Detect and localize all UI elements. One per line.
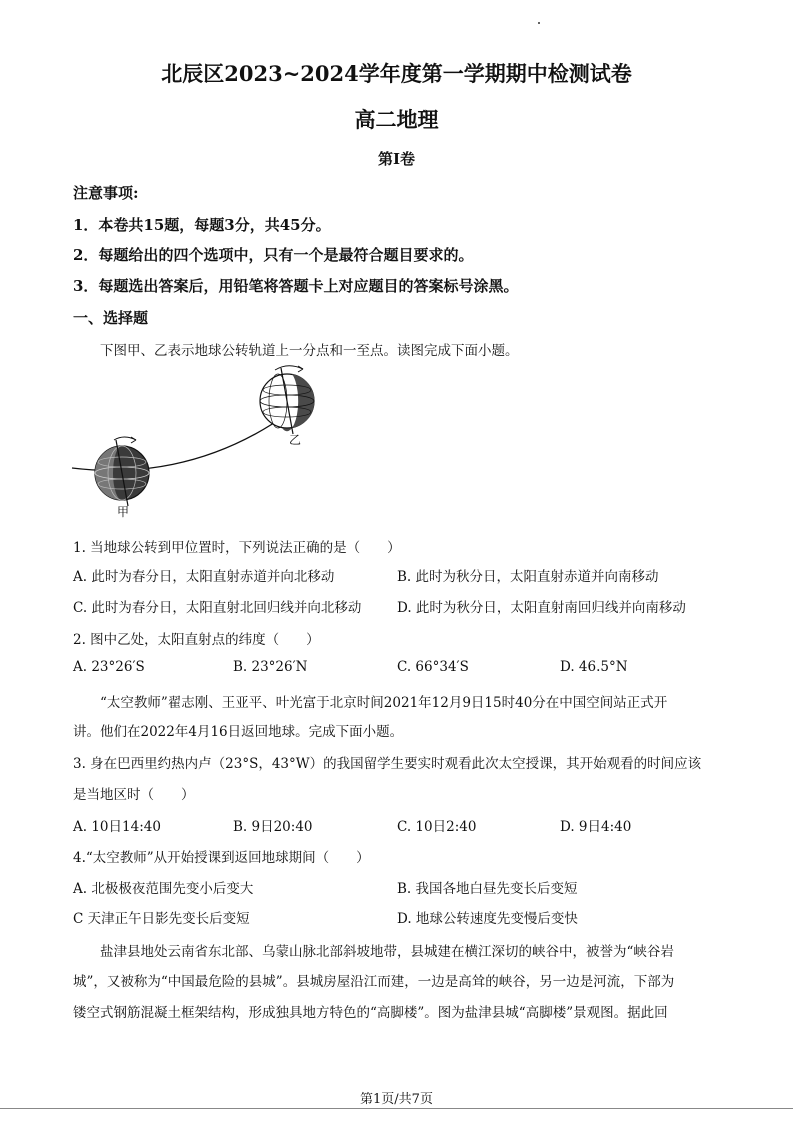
q2-option-d: D. 46.5°N xyxy=(560,659,628,675)
exam-title: 北辰区2023~2024学年度第一学期期中检测试卷 xyxy=(161,61,632,86)
q4-option-d: D. 地球公转速度先变慢后变快 xyxy=(397,911,578,927)
label-yi: 乙 xyxy=(289,433,302,447)
q4-option-a: A. 北极极夜范围先变小后变大 xyxy=(73,881,254,897)
subject-title: 高二地理 xyxy=(354,107,439,132)
label-jia: 甲 xyxy=(117,505,130,519)
globe-jia xyxy=(95,437,149,506)
q1-stem: 1. 当地球公转到甲位置时，下列说法正确的是（ ） xyxy=(73,540,401,556)
note-item-3: 3．每题选出答案后，用铅笔将答题卡上对应题目的答案标号涂黑。 xyxy=(73,277,519,295)
q3-option-a: A. 10日14:40 xyxy=(73,819,161,835)
notes-heading: 注意事项: xyxy=(73,184,139,202)
intro-paragraph-1: 下图甲、乙表示地球公转轨道上一分点和一至点。读图完成下面小题。 xyxy=(100,343,519,359)
q1-option-b: B. 此时为秋分日，太阳直射赤道并向南移动 xyxy=(397,569,659,585)
q3-stem-line-1: 3. 身在巴西里约热内卢（23°S，43°W）的我国留学生要实时观看此次太空授课，其开始观看的时间应该 xyxy=(73,756,702,772)
q4-option-c: C 天津正午日影先变长后变短 xyxy=(73,911,250,927)
q3-stem-line-2: 是当地区时（ ） xyxy=(73,787,195,803)
note-item-2: 2．每题给出的四个选项中，只有一个是最符合题目要求的。 xyxy=(73,246,474,264)
intro-paragraph-2-line-2: 讲。他们在2022年4月16日返回地球。完成下面小题。 xyxy=(73,724,404,740)
intro-paragraph-3-line-2: 城”，又被称为“中国最危险的县城”。县城房屋沿江而建，一边是高耸的峡谷，另一边是河流，下部为 xyxy=(73,974,675,990)
section-heading: 一、选择题 xyxy=(73,309,149,327)
scan-dot xyxy=(538,22,540,24)
q2-stem: 2. 图中乙处，太阳直射点的纬度（ ） xyxy=(73,632,320,648)
intro-paragraph-3-line-3: 镂空式钢筋混凝土框架结构，形成独具地方特色的“高脚楼”。图为盐津县城“高脚楼”景观图。据此回 xyxy=(73,1005,668,1021)
q2-option-a: A. 23°26′S xyxy=(73,659,145,675)
q2-option-c: C. 66°34′S xyxy=(397,659,469,675)
q3-option-d: D. 9日4:40 xyxy=(560,819,632,835)
q4-stem: 4.“太空教师”从开始授课到返回地球期间（ ） xyxy=(73,850,370,866)
intro-paragraph-3-line-1: 盐津县地处云南省东北部、乌蒙山脉北部斜坡地带，县城建在横江深切的峡谷中，被誉为“峡谷岩 xyxy=(100,944,674,960)
intro-paragraph-2-line-1: “太空教师”翟志刚、王亚平、叶光富于北京时间2021年12月9日15时40分在中国空间站正式开 xyxy=(100,695,668,711)
q1-option-d: D. 此时为秋分日，太阳直射南回归线并向南移动 xyxy=(397,600,686,616)
q3-option-b: B. 9日20:40 xyxy=(233,819,313,835)
note-item-1: 1．本卷共15题，每题3分，共45分。 xyxy=(73,216,331,234)
volume-label: 第I卷 xyxy=(377,150,416,168)
globe-yi xyxy=(260,366,314,434)
q4-option-b: B. 我国各地白昼先变长后变短 xyxy=(397,881,578,897)
q3-option-c: C. 10日2:40 xyxy=(397,819,477,835)
q2-option-b: B. 23°26′N xyxy=(233,659,308,675)
bottom-divider xyxy=(0,1108,793,1109)
q1-option-c: C. 此时为春分日，太阳直射北回归线并向北移动 xyxy=(73,600,362,616)
page-number: 第1页/共7页 xyxy=(360,1092,433,1107)
q1-option-a: A. 此时为春分日，太阳直射赤道并向北移动 xyxy=(73,569,335,585)
